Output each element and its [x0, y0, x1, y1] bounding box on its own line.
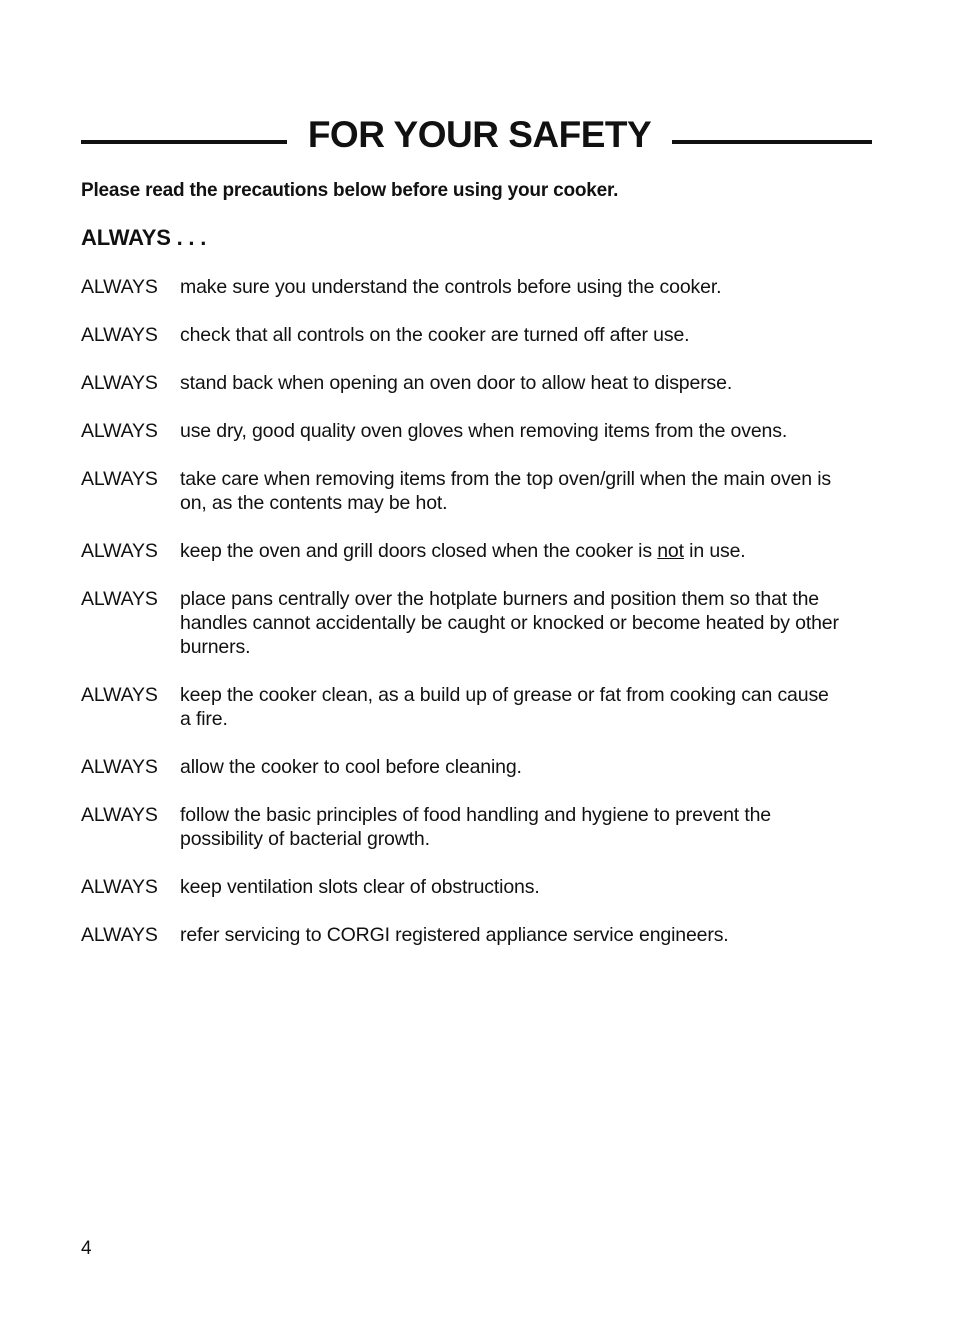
item-label: ALWAYS	[81, 684, 158, 706]
item-text	[180, 539, 841, 563]
list-item	[81, 755, 841, 779]
list-item	[81, 803, 841, 851]
item-text: stand back when opening an oven door to allow heat to disperse.	[180, 372, 733, 394]
item-text: refer servicing to CORGI registered appliance service engineers.	[180, 924, 729, 946]
item-text: make sure you understand the controls before using the cooker.	[180, 276, 722, 298]
list-item	[81, 323, 841, 347]
item-text: keep ventilation slots clear of obstructions.	[180, 876, 540, 898]
list-item	[81, 539, 841, 563]
list-item	[81, 275, 841, 299]
list-item	[81, 371, 841, 395]
page-title: FOR YOUR SAFETY	[307, 114, 652, 155]
precautions-list	[81, 275, 841, 971]
item-text: allow the cooker to cool before cleaning.	[180, 756, 522, 778]
item-label: ALWAYS	[81, 420, 158, 442]
item-label: ALWAYS	[81, 876, 158, 898]
list-item	[81, 875, 841, 899]
item-text: take care when removing items from the top oven/grill when the main oven is on, as the contents may be hot.	[180, 468, 831, 514]
item-label: ALWAYS	[81, 924, 158, 946]
section-heading: ALWAYS . . .	[81, 225, 207, 250]
list-item	[81, 923, 841, 947]
item-label: ALWAYS	[81, 540, 158, 562]
item-label: ALWAYS	[81, 588, 158, 610]
list-item	[81, 419, 841, 443]
page-number: 4	[81, 1238, 92, 1259]
item-text: place pans centrally over the hotplate burners and position them so that the handles cannot accidentally be caught or knocked or become heated by other burners.	[180, 588, 839, 658]
item-label: ALWAYS	[81, 804, 158, 826]
item-label: ALWAYS	[81, 276, 158, 298]
item-text-before: keep the oven and grill doors closed when the cooker is	[180, 540, 658, 562]
list-item	[81, 467, 841, 515]
item-label: ALWAYS	[81, 468, 158, 490]
item-text: check that all controls on the cooker are turned off after use.	[180, 324, 690, 346]
item-text-after: in use.	[683, 540, 746, 562]
list-item	[81, 683, 841, 731]
item-text: follow the basic principles of food handling and hygiene to prevent the possibility of bacterial growth.	[180, 804, 772, 850]
page-header	[81, 110, 872, 160]
item-text: keep the cooker clean, as a build up of grease or fat from cooking can cause a fire.	[180, 684, 829, 730]
item-text-underlined: not	[657, 540, 684, 562]
header-rule-right	[672, 140, 872, 144]
item-label: ALWAYS	[81, 324, 158, 346]
header-rule-left	[81, 140, 287, 144]
item-label: ALWAYS	[81, 756, 158, 778]
intro-text: Please read the precautions below before using your cooker.	[81, 180, 619, 201]
item-text: use dry, good quality oven gloves when removing items from the ovens.	[180, 420, 788, 442]
list-item	[81, 587, 841, 659]
item-label: ALWAYS	[81, 372, 158, 394]
